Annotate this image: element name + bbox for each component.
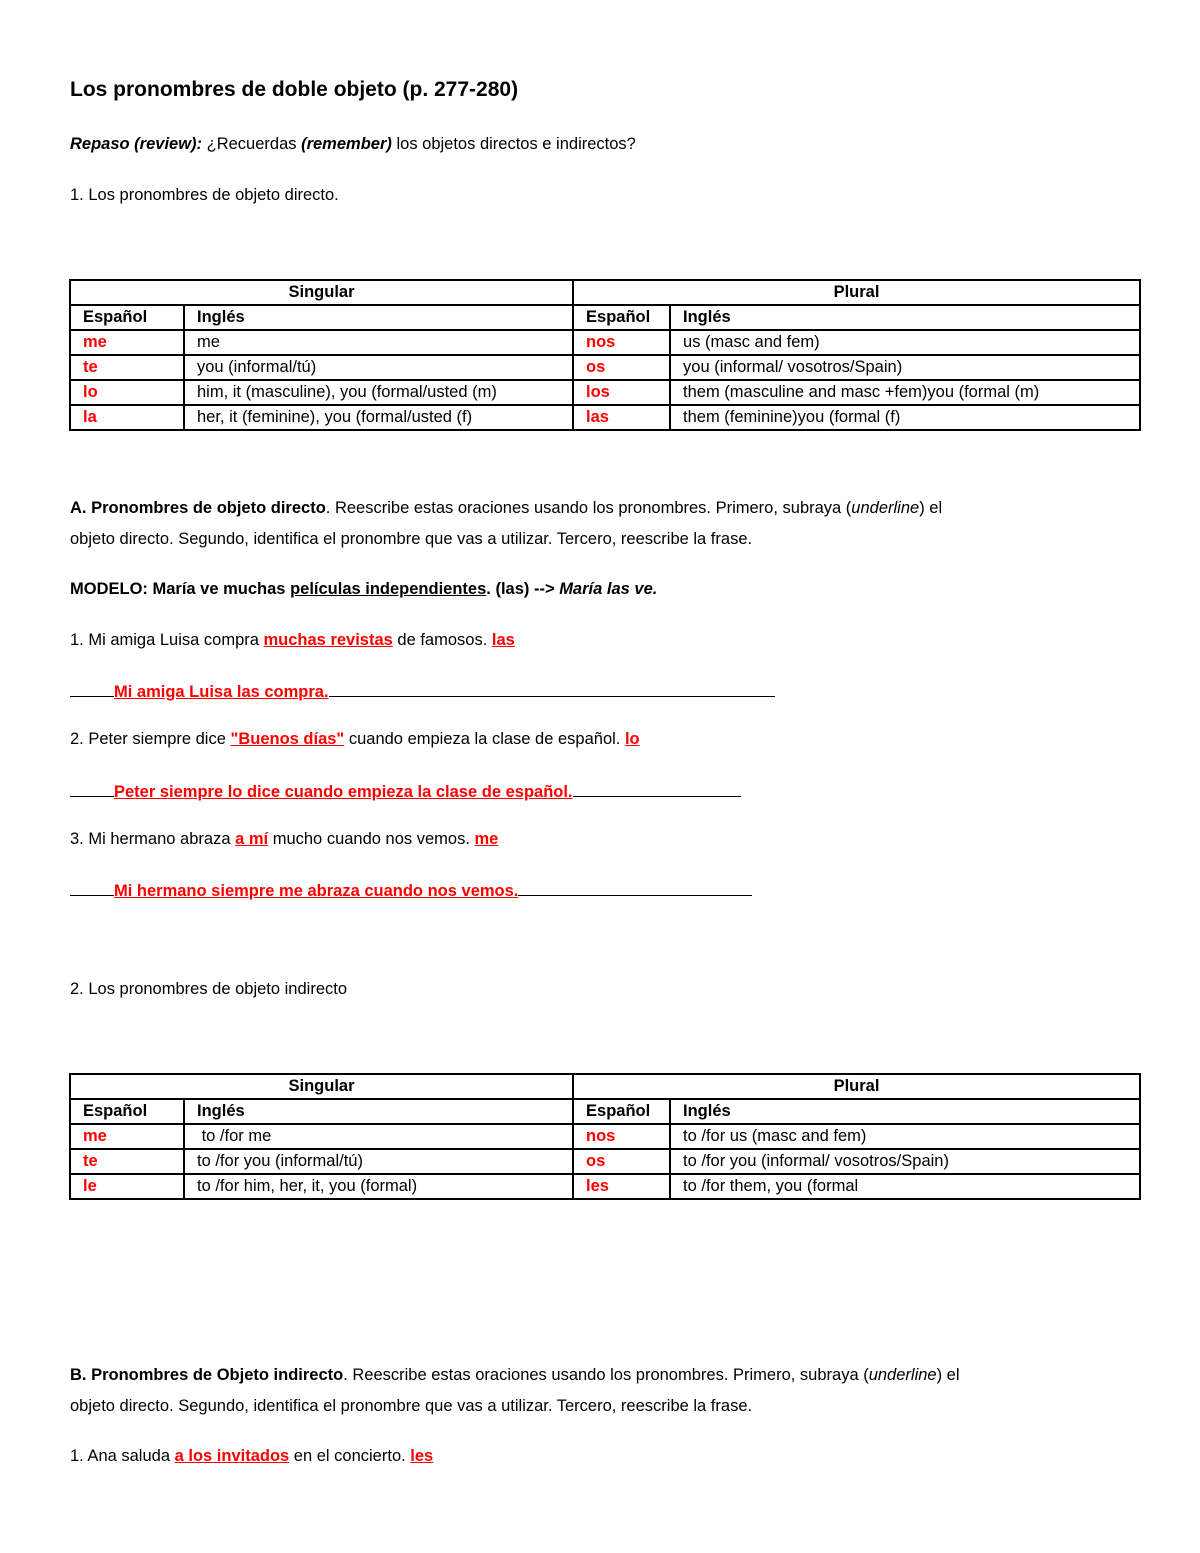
- col-espanol: Español: [70, 1099, 184, 1124]
- item-text: 1. Mi amiga Luisa compra: [70, 631, 264, 649]
- item-object: a mí: [235, 830, 269, 848]
- answer-blank: [518, 877, 752, 896]
- pronoun-cell: me: [70, 1124, 184, 1149]
- partB-instructions-line1: [70, 1363, 960, 1387]
- modelo-object: películas independientes: [290, 580, 487, 598]
- item-pronoun: les: [410, 1447, 434, 1465]
- item-object: muchas revistas: [263, 631, 393, 649]
- section2-heading: 2. Los pronombres de objeto indirecto: [70, 980, 348, 998]
- partB-underline-word: underline: [868, 1366, 937, 1384]
- item-pronoun: las: [491, 631, 515, 649]
- table-row: [70, 1149, 1140, 1174]
- review-remember: (remember): [301, 135, 392, 153]
- review-question-start: ¿Recuerdas: [202, 135, 302, 153]
- meaning-cell: them (feminine)you (formal (f): [670, 405, 1140, 430]
- table-row: [70, 1174, 1140, 1199]
- header-singular: Singular: [70, 1074, 573, 1099]
- answer-text: Mi hermano siempre me abraza cuando nos vemos.: [114, 882, 519, 900]
- answer-blank: [70, 678, 114, 697]
- pronoun-cell: os: [573, 355, 670, 380]
- answer-text: Peter siempre lo dice cuando empieza la clase de español.: [114, 783, 573, 801]
- pronoun-cell: les: [573, 1174, 670, 1199]
- pronoun-cell: lo: [70, 380, 184, 405]
- meaning-cell: you (informal/ vosotros/Spain): [670, 355, 1140, 380]
- modelo-label: MODELO: María ve muchas: [70, 580, 291, 598]
- partB-instructions-end: ) el: [936, 1366, 960, 1384]
- table-row: [70, 405, 1140, 430]
- section1-heading: 1. Los pronombres de objeto directo.: [70, 186, 339, 204]
- item-text: 1. Ana saluda: [70, 1447, 175, 1465]
- meaning-cell: to /for you (informal/tú): [184, 1149, 573, 1174]
- table-header-row: [70, 1074, 1140, 1099]
- meaning-cell: them (masculine and masc +fem)you (formal (m): [670, 380, 1140, 405]
- partA-underline-word: underline: [851, 499, 920, 517]
- partA-instructions-text: . Reescribe estas oraciones usando los pronombres. Primero, subraya (: [325, 499, 852, 517]
- table-row: [70, 1124, 1140, 1149]
- pronoun-cell: las: [573, 405, 670, 430]
- item-text: mucho cuando nos vemos.: [268, 830, 475, 848]
- meaning-cell: to /for us (masc and fem): [670, 1124, 1140, 1149]
- answer-blank: [70, 877, 114, 896]
- partA-answer-3: [70, 877, 752, 903]
- table-subheader-row: [70, 1099, 1140, 1124]
- partA-answer-1: [70, 678, 775, 704]
- header-plural: Plural: [573, 280, 1140, 305]
- pronoun-cell: los: [573, 380, 670, 405]
- answer-blank: [329, 678, 775, 697]
- item-pronoun: me: [474, 830, 499, 848]
- col-espanol: Español: [573, 1099, 670, 1124]
- partA-label: A. Pronombres de objeto directo: [70, 499, 326, 517]
- indirect-object-table: [69, 1073, 1141, 1200]
- modelo-answer: María las ve.: [559, 580, 658, 598]
- pronoun-cell: nos: [573, 1124, 670, 1149]
- meaning-cell: to /for them, you (formal: [670, 1174, 1140, 1199]
- pronoun-cell: me: [70, 330, 184, 355]
- partB-instructions-text: . Reescribe estas oraciones usando los pronombres. Primero, subraya (: [343, 1366, 869, 1384]
- item-text: cuando empieza la clase de español.: [344, 730, 625, 748]
- pronoun-cell: la: [70, 405, 184, 430]
- answer-blank: [573, 778, 741, 797]
- partA-instructions-line2: objeto directo. Segundo, identifica el pronombre que vas a utilizar. Tercero, reescribe la frase.: [70, 530, 753, 548]
- col-espanol: Español: [70, 305, 184, 330]
- partA-item-1: [70, 628, 515, 652]
- col-ingles: Inglés: [670, 1099, 1140, 1124]
- item-pronoun: lo: [624, 730, 640, 748]
- pronoun-cell: le: [70, 1174, 184, 1199]
- item-text: 3. Mi hermano abraza: [70, 830, 236, 848]
- table-header-row: [70, 280, 1140, 305]
- review-line: [70, 132, 636, 156]
- table-row: [70, 380, 1140, 405]
- col-ingles: Inglés: [184, 305, 573, 330]
- meaning-cell: you (informal/tú): [184, 355, 573, 380]
- partA-instructions-end: ) el: [919, 499, 943, 517]
- item-object: "Buenos días": [230, 730, 345, 748]
- header-plural: Plural: [573, 1074, 1140, 1099]
- header-singular: Singular: [70, 280, 573, 305]
- partB-instructions-line2: objeto directo. Segundo, identifica el pronombre que vas a utilizar. Tercero, reescribe la frase.: [70, 1397, 753, 1415]
- partA-item-3: [70, 827, 498, 851]
- meaning-cell: to /for him, her, it, you (formal): [184, 1174, 573, 1199]
- direct-object-table: [69, 279, 1141, 431]
- table-row: [70, 330, 1140, 355]
- page-title: Los pronombres de doble objeto (p. 277-280): [70, 78, 519, 101]
- review-label: Repaso (review):: [70, 135, 203, 153]
- pronoun-cell: te: [70, 355, 184, 380]
- item-text: en el concierto.: [289, 1447, 411, 1465]
- meaning-cell: us (masc and fem): [670, 330, 1140, 355]
- partA-item-2: [70, 727, 640, 751]
- answer-text: Mi amiga Luisa las compra.: [114, 683, 329, 701]
- meaning-cell: her, it (feminine), you (formal/usted (f): [184, 405, 573, 430]
- modelo-line: [70, 577, 657, 601]
- partA-instructions-line1: [70, 496, 942, 520]
- pronoun-cell: nos: [573, 330, 670, 355]
- table-row: [70, 355, 1140, 380]
- partB-item-1: [70, 1444, 433, 1468]
- col-ingles: Inglés: [184, 1099, 573, 1124]
- review-question-end: los objetos directos e indirectos?: [391, 135, 636, 153]
- meaning-cell: to /for you (informal/ vosotros/Spain): [670, 1149, 1140, 1174]
- pronoun-cell: te: [70, 1149, 184, 1174]
- col-espanol: Español: [573, 305, 670, 330]
- pronoun-cell: os: [573, 1149, 670, 1174]
- item-text: 2. Peter siempre dice: [70, 730, 231, 748]
- modelo-middle: . (las) -->: [486, 580, 560, 598]
- meaning-cell: me: [184, 330, 573, 355]
- meaning-cell: to /for me: [184, 1124, 573, 1149]
- partB-label: B. Pronombres de Objeto indirecto: [70, 1366, 344, 1384]
- col-ingles: Inglés: [670, 305, 1140, 330]
- answer-blank: [70, 778, 114, 797]
- meaning-cell: him, it (masculine), you (formal/usted (m): [184, 380, 573, 405]
- item-text: de famosos.: [392, 631, 492, 649]
- partA-answer-2: [70, 778, 741, 804]
- item-object: a los invitados: [174, 1447, 290, 1465]
- table-subheader-row: [70, 305, 1140, 330]
